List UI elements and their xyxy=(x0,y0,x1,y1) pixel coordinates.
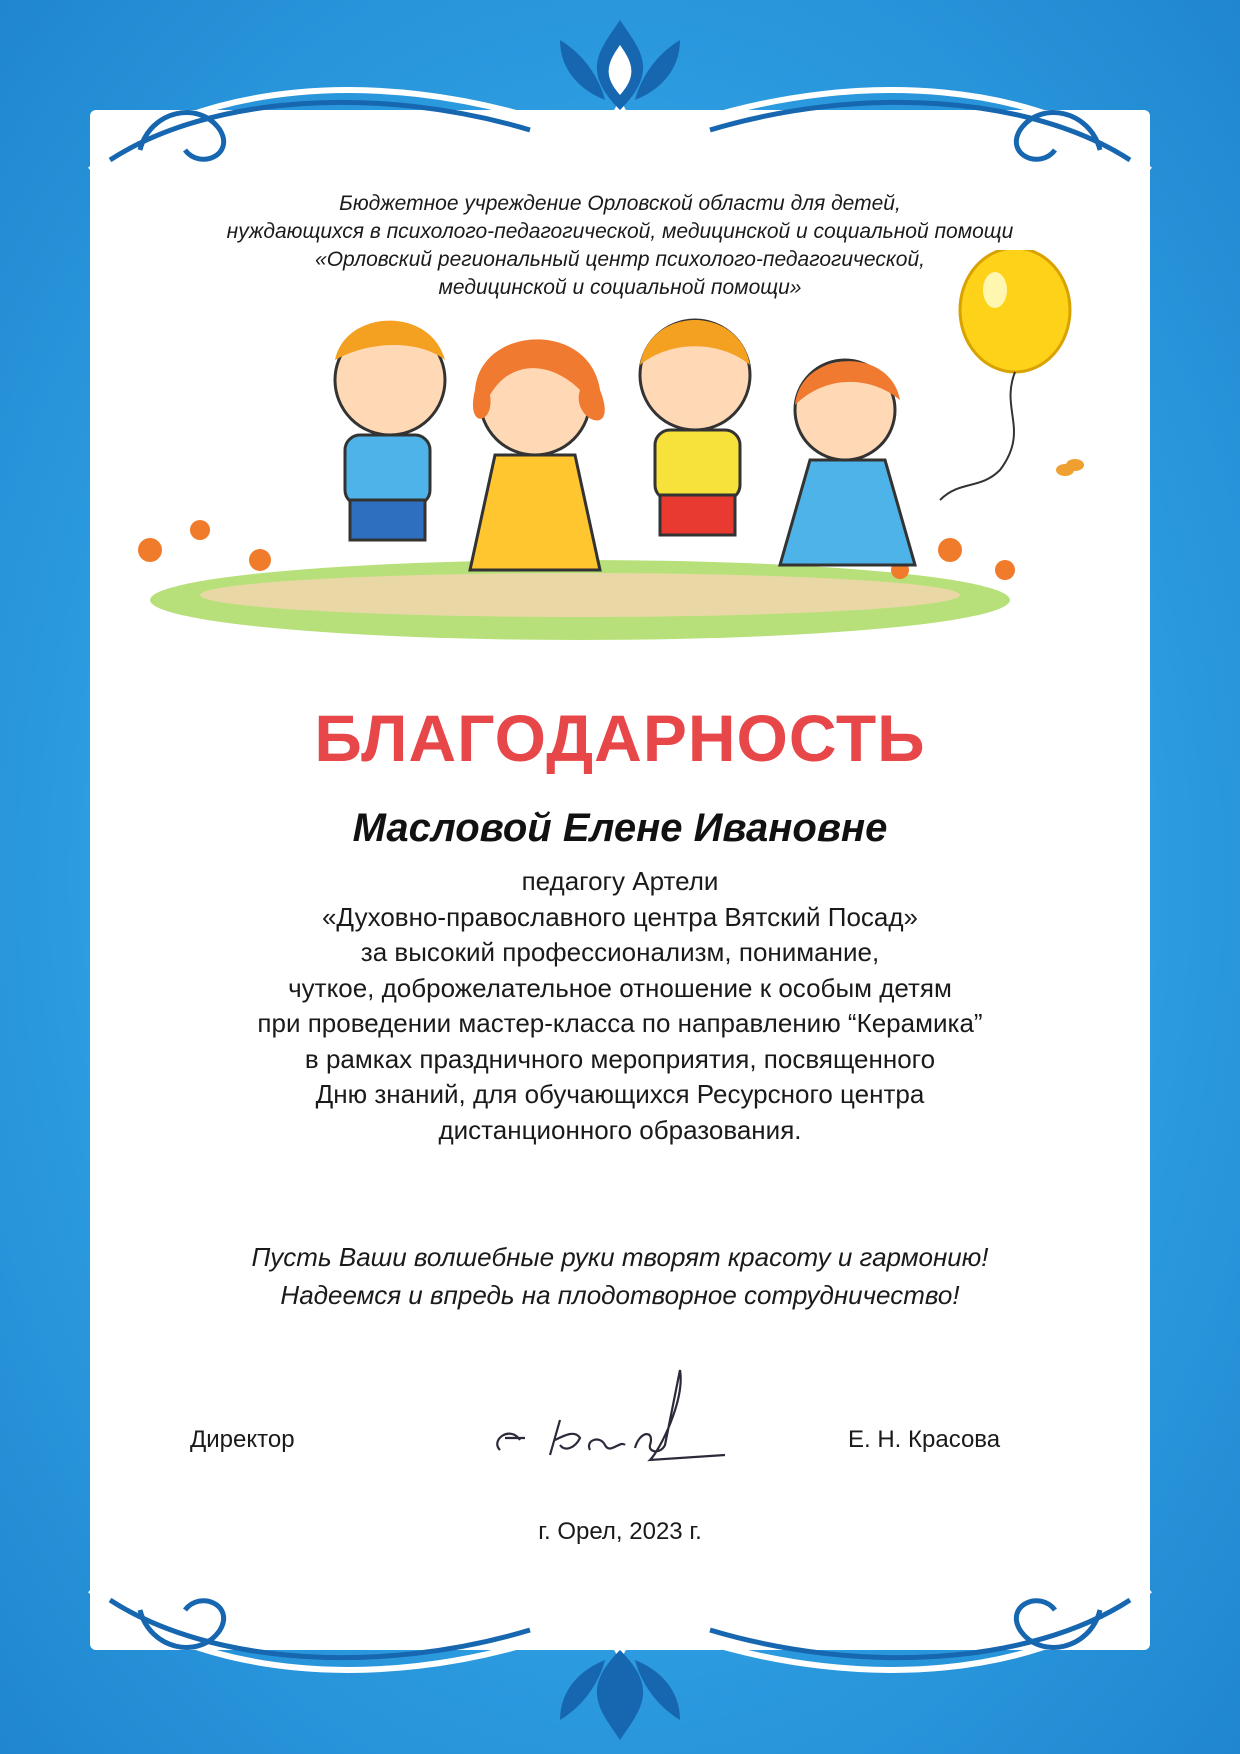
body-line: «Духовно-православного центра Вятский Посад» xyxy=(321,901,919,932)
balloon-icon xyxy=(940,250,1070,500)
wish-line: Надеемся и впредь на плодотворное сотрудничество! xyxy=(280,1280,960,1310)
children-illustration xyxy=(100,250,1100,670)
bottom-ornament xyxy=(0,1530,1240,1754)
director-name: Е. Н. Красова xyxy=(848,1426,1001,1453)
body-line: за высокий профессионализм, понимание, xyxy=(360,937,880,967)
recipient-name: Масловой Елене Ивановне xyxy=(352,806,888,850)
director-label: Директор xyxy=(190,1426,295,1453)
certificate-title: БЛАГОДАРНОСТЬ xyxy=(314,701,926,775)
child-figure xyxy=(335,321,445,540)
wish-text xyxy=(120,1238,1120,1314)
wish-line: Пусть Ваши волшебные руки творят красоту и гармонию! xyxy=(251,1242,989,1272)
body-line: педагогу Артели xyxy=(521,866,719,896)
place-date: г. Орел, 2023 г. xyxy=(538,1518,702,1545)
organization-line: нуждающихся в психолого-педагогической, медицинской и социальной помощи xyxy=(226,220,1014,243)
body-line: дистанционного образования. xyxy=(438,1114,802,1145)
body-line: в рамках праздничного мероприятия, посвященного xyxy=(304,1043,936,1074)
child-figure xyxy=(780,360,915,565)
certificate-body xyxy=(120,864,1120,1148)
child-figure xyxy=(640,320,750,535)
child-figure xyxy=(470,339,605,570)
butterfly-icon xyxy=(1056,459,1084,476)
body-line: при проведении мастер-класса по направлению “Керамика” xyxy=(257,1008,983,1038)
organization-line: медицинской и социальной помощи» xyxy=(438,276,802,299)
body-line: чуткое, доброжелательное отношение к особым детям xyxy=(288,972,952,1003)
body-line: Дню знаний, для обучающихся Ресурсного центра xyxy=(315,1079,925,1109)
director-signature xyxy=(480,1360,730,1480)
organization-line: «Орловский региональный центр психолого-педагогической, xyxy=(315,248,925,271)
organization-line: Бюджетное учреждение Орловской области для детей, xyxy=(339,192,901,215)
